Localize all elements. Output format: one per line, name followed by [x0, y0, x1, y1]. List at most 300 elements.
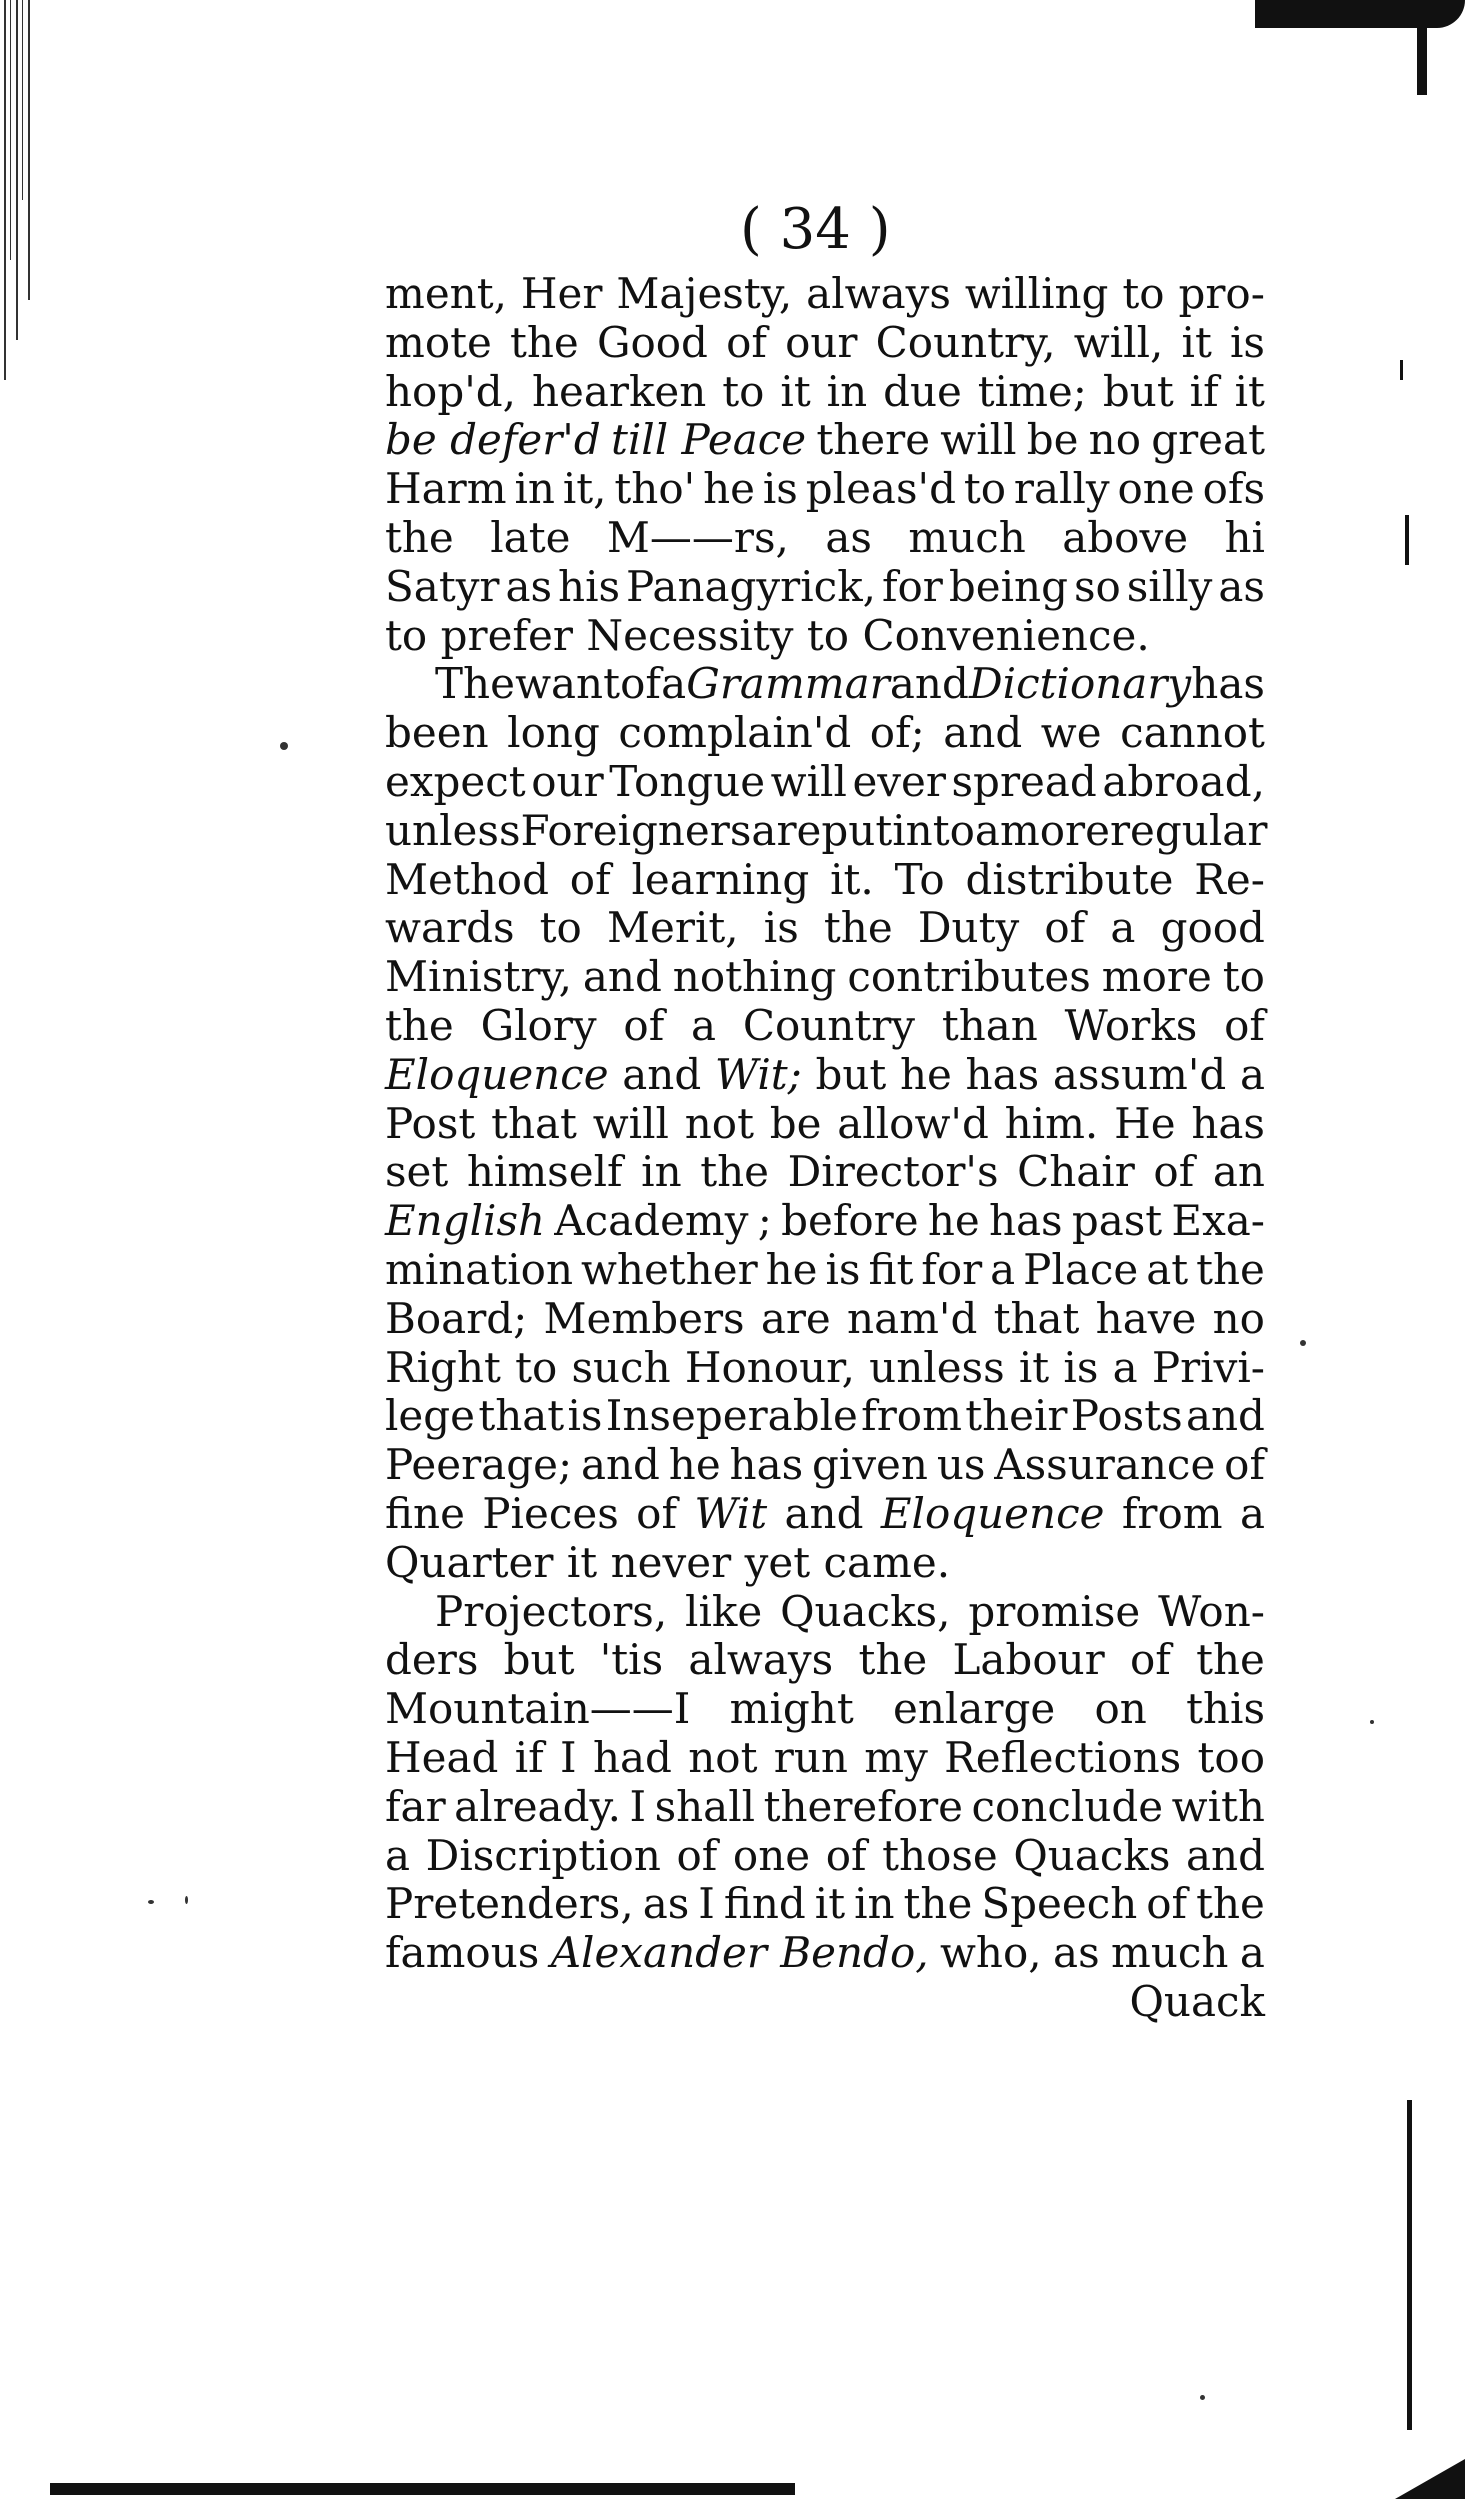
word: Assurance: [994, 1440, 1216, 1490]
word: and: [784, 1488, 864, 1538]
text-line: [385, 758, 1265, 807]
word: Duty: [917, 903, 1020, 953]
word: Quacks,: [780, 1586, 951, 1636]
word: as: [1053, 1928, 1100, 1978]
text-line: [385, 1100, 1265, 1149]
word: more: [999, 805, 1110, 855]
word: had: [592, 1732, 672, 1782]
word: Right: [385, 1342, 501, 1392]
word: than: [941, 1000, 1038, 1050]
scan-speck: [1370, 1720, 1374, 1724]
text-line: [385, 270, 1265, 319]
word: himself: [466, 1147, 623, 1197]
word: Harm: [385, 464, 507, 514]
word: to: [539, 903, 582, 953]
word: Quacks: [1013, 1830, 1171, 1880]
word: a: [1239, 1928, 1265, 1978]
word: has: [1191, 1098, 1265, 1148]
text-line: [385, 416, 1265, 465]
word: unless: [385, 805, 521, 855]
word: of: [1224, 1440, 1265, 1490]
text-line: [385, 514, 1265, 563]
word: great: [1151, 415, 1265, 465]
word: to: [806, 610, 850, 660]
word: such: [571, 1342, 671, 1392]
word: given: [812, 1440, 928, 1490]
scan-edge-line: [1400, 360, 1403, 380]
word: conclude: [971, 1781, 1164, 1831]
word: I: [560, 1732, 577, 1782]
word: have: [1095, 1293, 1197, 1343]
word: Exa-: [1171, 1196, 1265, 1246]
word: lege: [385, 1391, 476, 1441]
word: expect: [385, 756, 526, 806]
word: Discription: [425, 1830, 661, 1880]
word: in: [641, 1147, 682, 1197]
word: pleas'd: [805, 464, 956, 514]
text-line: [385, 1392, 1265, 1441]
text-line: [385, 1783, 1265, 1832]
word: been: [385, 708, 489, 758]
word: is: [762, 464, 798, 514]
word: it: [1181, 317, 1212, 367]
word: not: [684, 1098, 754, 1148]
word: Mountain——I: [385, 1684, 691, 1734]
word: Projectors,: [435, 1586, 668, 1636]
text-line: [385, 1490, 1265, 1539]
word: Alexander Bendo,: [550, 1928, 929, 1978]
word: if: [1189, 366, 1219, 416]
word: of: [623, 1000, 665, 1050]
word: I: [698, 1879, 715, 1929]
word: nam'd: [847, 1293, 978, 1343]
word: contributes: [847, 952, 1091, 1002]
word: no: [1088, 415, 1142, 465]
word: to: [385, 610, 428, 660]
word: to: [722, 366, 765, 416]
text-line: [385, 368, 1265, 417]
word: Posts: [1070, 1391, 1183, 1441]
word: Board;: [385, 1293, 528, 1343]
word: it,: [562, 464, 607, 514]
word: much: [1111, 1928, 1229, 1978]
word: much: [908, 512, 1026, 562]
word: will: [592, 1098, 669, 1148]
word: assum'd: [1052, 1049, 1227, 1099]
word: Majesty,: [616, 269, 793, 318]
word: Country,: [875, 317, 1056, 367]
scan-gutter-streaks: [0, 0, 40, 400]
text-line: [385, 1344, 1265, 1393]
word: that: [993, 1293, 1080, 1343]
word: will: [770, 756, 847, 806]
word: to: [1222, 952, 1265, 1002]
word: late: [490, 512, 571, 562]
text-line: [385, 1978, 1265, 2027]
word: spread: [951, 756, 1097, 806]
word: that: [491, 1098, 577, 1148]
word: Satyr: [385, 561, 500, 611]
word: Pieces: [482, 1488, 619, 1538]
page-number: ( 34 ): [740, 197, 891, 262]
word: time;: [977, 366, 1087, 416]
word: this: [1186, 1684, 1265, 1734]
word: and: [580, 1440, 660, 1490]
word: too: [1197, 1732, 1265, 1782]
word: put: [821, 805, 893, 855]
word: wards: [385, 903, 515, 953]
word: a: [1239, 1488, 1265, 1538]
body-text: [385, 269, 1268, 2027]
word: want: [515, 659, 620, 709]
word: he: [899, 1049, 952, 1099]
word: a: [1110, 903, 1136, 953]
word: and: [582, 952, 662, 1002]
word: ofs: [1202, 464, 1265, 514]
word: the: [700, 1147, 770, 1197]
word: Works: [1064, 1000, 1198, 1050]
word: long: [507, 708, 600, 758]
word: Eloquence: [385, 1049, 609, 1099]
text-line: [385, 1636, 1265, 1685]
word: distribute: [965, 854, 1174, 904]
word: Quarter: [385, 1537, 554, 1587]
text-line: [385, 1588, 1265, 1637]
word: Wit;: [714, 1049, 802, 1099]
word: regular: [1109, 805, 1268, 855]
word: our: [531, 756, 604, 806]
word: therefore: [763, 1781, 964, 1831]
word: he: [765, 1244, 818, 1294]
word: came.: [823, 1537, 951, 1587]
word: has: [965, 1049, 1040, 1099]
text-line: [385, 904, 1265, 953]
word: above: [1062, 512, 1189, 562]
text-line: [385, 709, 1265, 758]
word: and: [1186, 1830, 1265, 1880]
word: who,: [939, 1928, 1042, 1978]
word: in: [826, 366, 868, 416]
scan-edge-line: [1405, 515, 1409, 565]
word: always: [806, 269, 951, 318]
word: Re-: [1194, 854, 1265, 904]
word: already.: [454, 1781, 621, 1831]
word: never: [610, 1537, 732, 1587]
text-line: [385, 1441, 1265, 1490]
word: Peerage;: [385, 1440, 573, 1490]
word: are: [751, 805, 822, 855]
word: fit: [868, 1244, 914, 1294]
word: our: [785, 317, 858, 367]
word: in: [514, 464, 555, 514]
word: will,: [1073, 317, 1164, 367]
word: ;: [757, 1196, 772, 1246]
word: Pretenders,: [385, 1879, 634, 1929]
word: one: [1117, 464, 1195, 514]
word: shall: [654, 1781, 756, 1831]
word: of: [1044, 903, 1086, 953]
word: Quack: [1129, 1976, 1265, 2026]
text-line: [385, 563, 1265, 612]
text-line: [385, 465, 1265, 514]
word: it: [566, 1537, 598, 1587]
word: will: [940, 415, 1017, 465]
word: fine: [385, 1488, 465, 1538]
word: has: [988, 1196, 1063, 1246]
scan-speck: [1200, 2395, 1205, 2400]
word: of: [1153, 1147, 1195, 1197]
word: Privi-: [1151, 1342, 1265, 1392]
word: of: [825, 1830, 867, 1880]
word: of: [1224, 1000, 1265, 1050]
word: Eloquence: [880, 1488, 1105, 1538]
word: of: [676, 1830, 718, 1880]
word: hop'd,: [385, 366, 517, 416]
word: of: [726, 317, 767, 367]
word: on: [1094, 1684, 1147, 1734]
word: complain'd: [618, 708, 852, 758]
word: nothing: [672, 952, 837, 1002]
scan-speck: [148, 1900, 154, 1904]
word: there: [816, 415, 931, 465]
word: one: [732, 1830, 811, 1880]
word: To: [894, 854, 945, 904]
word: I: [629, 1781, 647, 1831]
word: be defer'd: [385, 415, 601, 465]
word: Labour: [952, 1635, 1105, 1685]
word: in: [854, 1879, 895, 1929]
word: ders: [385, 1635, 479, 1685]
word: promise: [968, 1586, 1141, 1636]
word: to: [515, 1342, 558, 1392]
scan-speck: [185, 1896, 188, 1904]
word: that: [478, 1391, 565, 1441]
word: mote: [385, 317, 492, 367]
text-line: [385, 1246, 1265, 1295]
word: Necessity: [586, 610, 794, 660]
word: till Peace: [610, 415, 807, 465]
word: is: [1063, 1342, 1099, 1392]
word: it.: [830, 854, 874, 904]
text-line: [385, 856, 1265, 905]
word: of: [569, 854, 611, 904]
word: my: [864, 1732, 928, 1782]
word: be: [1026, 415, 1079, 465]
word: and: [943, 708, 1023, 758]
word: of;: [869, 708, 925, 758]
word: as: [1218, 561, 1265, 611]
word: an: [1212, 1147, 1265, 1197]
text-line: [385, 1295, 1265, 1344]
scan-bottom-rule: [50, 2483, 795, 2495]
word: it: [1234, 366, 1265, 416]
word: of: [620, 659, 661, 709]
word: but: [1102, 366, 1174, 416]
word: Wit: [694, 1488, 768, 1538]
word: ever: [852, 756, 946, 806]
word: has: [1191, 659, 1265, 709]
word: a: [691, 1000, 717, 1050]
word: set: [385, 1147, 449, 1197]
word: and: [1185, 1391, 1265, 1441]
word: run: [773, 1732, 848, 1782]
word: M——rs,: [606, 512, 789, 562]
word: ment,: [385, 269, 507, 318]
word: is: [763, 903, 799, 953]
word: we: [1040, 708, 1102, 758]
word: Dictionary: [969, 659, 1192, 709]
word: Inseperable: [605, 1391, 858, 1441]
word: the: [1196, 1879, 1265, 1929]
word: tho': [614, 464, 696, 514]
scan-edge-mark-top: [1255, 0, 1465, 95]
text-line: [385, 1051, 1265, 1100]
word: and: [889, 659, 969, 709]
text-line: [385, 1539, 1265, 1588]
word: Panagyrick,: [626, 561, 876, 611]
word: be: [769, 1098, 822, 1148]
word: hearken: [531, 366, 707, 416]
word: at: [1146, 1244, 1189, 1294]
word: Post: [385, 1098, 476, 1148]
word: pro-: [1178, 269, 1265, 318]
word: good: [1160, 903, 1265, 953]
word: as: [825, 512, 872, 562]
word: the: [385, 1000, 454, 1050]
word: not: [688, 1732, 758, 1782]
word: it: [780, 366, 811, 416]
word: is: [1229, 317, 1265, 367]
word: like: [685, 1586, 763, 1636]
word: whether: [580, 1244, 758, 1294]
word: cannot: [1120, 708, 1265, 758]
word: allow'd: [837, 1098, 989, 1148]
word: those: [882, 1830, 998, 1880]
word: mination: [385, 1244, 573, 1294]
word: of: [1146, 1879, 1188, 1929]
word: their: [965, 1391, 1068, 1441]
scan-speck: [1300, 1340, 1306, 1346]
word: of: [1130, 1635, 1171, 1685]
word: to: [963, 464, 1007, 514]
word: him.: [1004, 1098, 1099, 1148]
text-line: [385, 612, 1265, 661]
word: Method: [385, 854, 549, 904]
scan-speck: [280, 742, 288, 750]
text-line: [385, 1832, 1265, 1881]
word: Place: [1023, 1244, 1139, 1294]
word: Won-: [1158, 1586, 1265, 1636]
word: Ministry,: [385, 952, 572, 1002]
word: from: [1121, 1488, 1223, 1538]
word: willing: [964, 269, 1109, 318]
word: always: [688, 1635, 834, 1685]
word: English: [385, 1196, 546, 1246]
word: of: [636, 1488, 677, 1538]
word: Her: [520, 269, 603, 318]
word: hi: [1224, 512, 1265, 562]
word: the: [1196, 1244, 1265, 1294]
word: Honour,: [684, 1342, 855, 1392]
word: no: [1212, 1293, 1265, 1343]
word: the: [510, 317, 579, 367]
word: being: [948, 561, 1068, 611]
text-line: [385, 1002, 1265, 1051]
word: has: [729, 1440, 804, 1490]
word: as: [642, 1879, 690, 1929]
word: Country: [742, 1000, 916, 1050]
word: us: [936, 1440, 986, 1490]
word: a: [1112, 1342, 1138, 1392]
word: Speech: [981, 1879, 1138, 1929]
scan-edge-mark-bottom: [1375, 2379, 1465, 2509]
word: the: [385, 512, 454, 562]
word: Foreigners: [520, 805, 752, 855]
text-line: [385, 1148, 1265, 1197]
word: a: [661, 659, 687, 709]
word: so: [1073, 561, 1121, 611]
word: Members: [543, 1293, 745, 1343]
word: before: [781, 1196, 919, 1246]
word: the: [1196, 1635, 1265, 1685]
word: a: [974, 805, 1000, 855]
text-line: [385, 953, 1265, 1002]
text-line: [385, 805, 1268, 856]
word: the: [823, 903, 893, 953]
word: from: [861, 1391, 962, 1441]
word: 'tis: [599, 1635, 664, 1685]
text-line: [385, 1734, 1265, 1783]
text-line: [385, 1929, 1265, 1978]
word: Director's: [787, 1147, 999, 1197]
word: the: [858, 1635, 928, 1685]
word: past: [1071, 1196, 1163, 1246]
word: it: [814, 1879, 846, 1929]
word: his: [558, 561, 621, 611]
word: and: [622, 1049, 702, 1099]
word: if: [514, 1732, 544, 1782]
word: are: [760, 1293, 831, 1343]
word: find: [723, 1879, 806, 1929]
word: abroad,: [1102, 756, 1265, 806]
word: learning: [631, 854, 810, 904]
word: for: [921, 1244, 983, 1294]
word: the: [903, 1879, 973, 1929]
word: is: [567, 1391, 603, 1441]
word: a: [385, 1830, 411, 1880]
word: Good: [596, 317, 708, 367]
word: Academy: [554, 1196, 749, 1246]
word: with: [1171, 1781, 1265, 1831]
word: enlarge: [893, 1684, 1056, 1734]
word: Convenience.: [862, 610, 1150, 660]
word: Reflections: [944, 1732, 1182, 1782]
word: to: [1122, 269, 1165, 318]
word: but: [815, 1049, 887, 1099]
word: Chair: [1017, 1147, 1135, 1197]
word: he: [668, 1440, 721, 1490]
word: a: [1239, 1049, 1265, 1099]
word: it: [1018, 1342, 1050, 1392]
word: due: [883, 366, 962, 416]
word: he: [703, 464, 755, 514]
word: unless: [869, 1342, 1005, 1392]
word: as: [505, 561, 553, 611]
word: far: [385, 1781, 446, 1831]
text-line: [385, 319, 1265, 368]
word: is: [825, 1244, 861, 1294]
word: more: [1101, 952, 1212, 1002]
